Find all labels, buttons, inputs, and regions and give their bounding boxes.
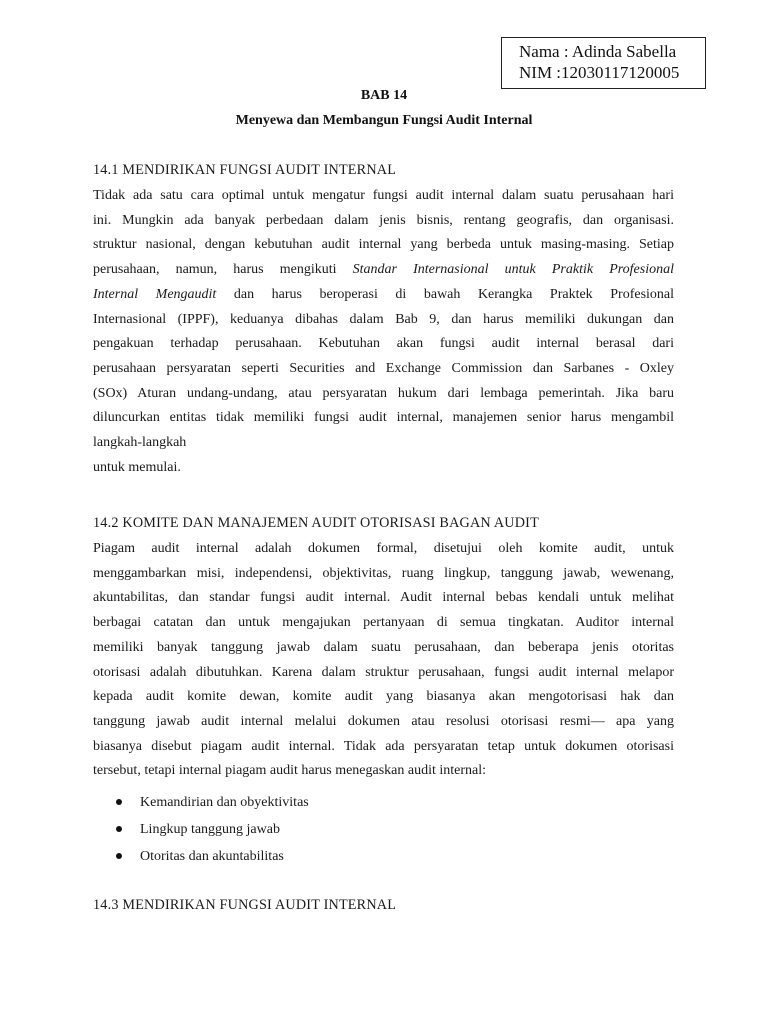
paragraph-line: otorisasi adalah dibutuhkan. Karena dalam struktur perusahaan, fungsi audit internal melapor xyxy=(93,664,674,680)
paragraph-text: perusahaan, namun, harus mengikuti xyxy=(93,262,337,278)
section-heading-14-2: 14.2 KOMITE DAN MANAJEMEN AUDIT OTORISASI BAGAN AUDIT xyxy=(93,515,539,531)
paragraph-line: tanggung jawab audit internal melalui dokumen atau resolusi otorisasi resmi— apa yang xyxy=(93,713,674,729)
paragraph-line xyxy=(93,258,674,283)
section-14-2-paragraph xyxy=(93,537,674,784)
paragraph-line: (SOx) Aturan undang-undang, atau persyaratan hukum dari lembaga pemerintah. Jika baru xyxy=(93,385,674,401)
chapter-title: Menyewa dan Membangun Fungsi Audit Internal xyxy=(235,113,533,128)
paragraph-line: akuntabilitas, dan standar fungsi audit internal. Audit internal bebas kendali untuk melihat xyxy=(93,590,674,606)
standard-title-italic: Standar Internasional untuk Praktik Profesional xyxy=(352,262,675,278)
bullet-list xyxy=(110,789,309,870)
paragraph-line: menggambarkan misi, independensi, objektivitas, ruang lingkup, tanggung jawab, wewenang, xyxy=(93,565,674,581)
student-nim: NIM :12030117120005 xyxy=(519,63,680,82)
paragraph-line: berbagai catatan dan untuk mengajukan pertanyaan di semua tingkatan. Auditor internal xyxy=(93,615,674,631)
paragraph-line: memiliki banyak tanggung jawab dalam suatu perusahaan, dan beberapa jenis otoritas xyxy=(93,639,674,655)
section-heading-14-3: 14.3 MENDIRIKAN FUNGSI AUDIT INTERNAL xyxy=(93,897,397,913)
paragraph-line: langkah-langkah xyxy=(93,435,187,451)
paragraph-line xyxy=(93,283,674,308)
paragraph-line: kepada audit komite dewan, komite audit yang biasanya akan mengotorisasi hak dan xyxy=(93,689,674,705)
student-name: Nama : Adinda Sabella xyxy=(519,42,677,61)
paragraph-line: diluncurkan entitas tidak memiliki fungsi audit internal, manajemen senior harus mengambil xyxy=(93,410,674,426)
list-item: Otoritas dan akuntabilitas xyxy=(110,843,309,870)
paragraph-line: Piagam audit internal adalah dokumen formal, disetujui oleh komite audit, untuk xyxy=(93,541,674,556)
paragraph-line: ini. Mungkin ada banyak perbedaan dalam jenis bisnis, rentang geografis, dan organisasi. xyxy=(93,212,674,228)
paragraph-line: pengakuan terhadap perusahaan. Kebutuhan akan fungsi audit internal berasal dari xyxy=(93,336,674,352)
list-item: Kemandirian dan obyektivitas xyxy=(110,789,309,816)
paragraph-line: struktur nasional, dengan kebutuhan audit internal yang berbeda untuk masing-masing. Setiap xyxy=(93,237,674,253)
section-heading-14-1: 14.1 MENDIRIKAN FUNGSI AUDIT INTERNAL xyxy=(93,162,397,178)
student-info-box xyxy=(501,37,706,89)
standard-title-italic-cont: Internal Mengaudit xyxy=(93,286,217,302)
paragraph-line: biasanya disebut piagam audit internal. Tidak ada persyaratan tetap untuk dokumen otorisasi xyxy=(93,738,674,754)
section-14-1-paragraph xyxy=(93,184,674,480)
paragraph-line: Internasional (IPPF), keduanya dibahas dalam Bab 9, dan harus memiliki dukungan dan xyxy=(93,311,674,327)
chapter-number: BAB 14 xyxy=(360,88,408,103)
paragraph-line: Tidak ada satu cara optimal untuk mengatur fungsi audit internal dalam suatu perusahaan hari xyxy=(93,188,674,203)
paragraph-line: tersebut, tetapi internal piagam audit harus menegaskan audit internal: xyxy=(93,763,487,779)
list-item: Lingkup tanggung jawab xyxy=(110,816,309,843)
paragraph-text: dan harus beroperasi di bawah Kerangka Praktek Profesional xyxy=(233,286,675,302)
paragraph-line: perusahaan persyaratan seperti Securities and Exchange Commission dan Sarbanes - Oxley xyxy=(93,360,674,376)
paragraph-line: untuk memulai. xyxy=(93,459,181,475)
